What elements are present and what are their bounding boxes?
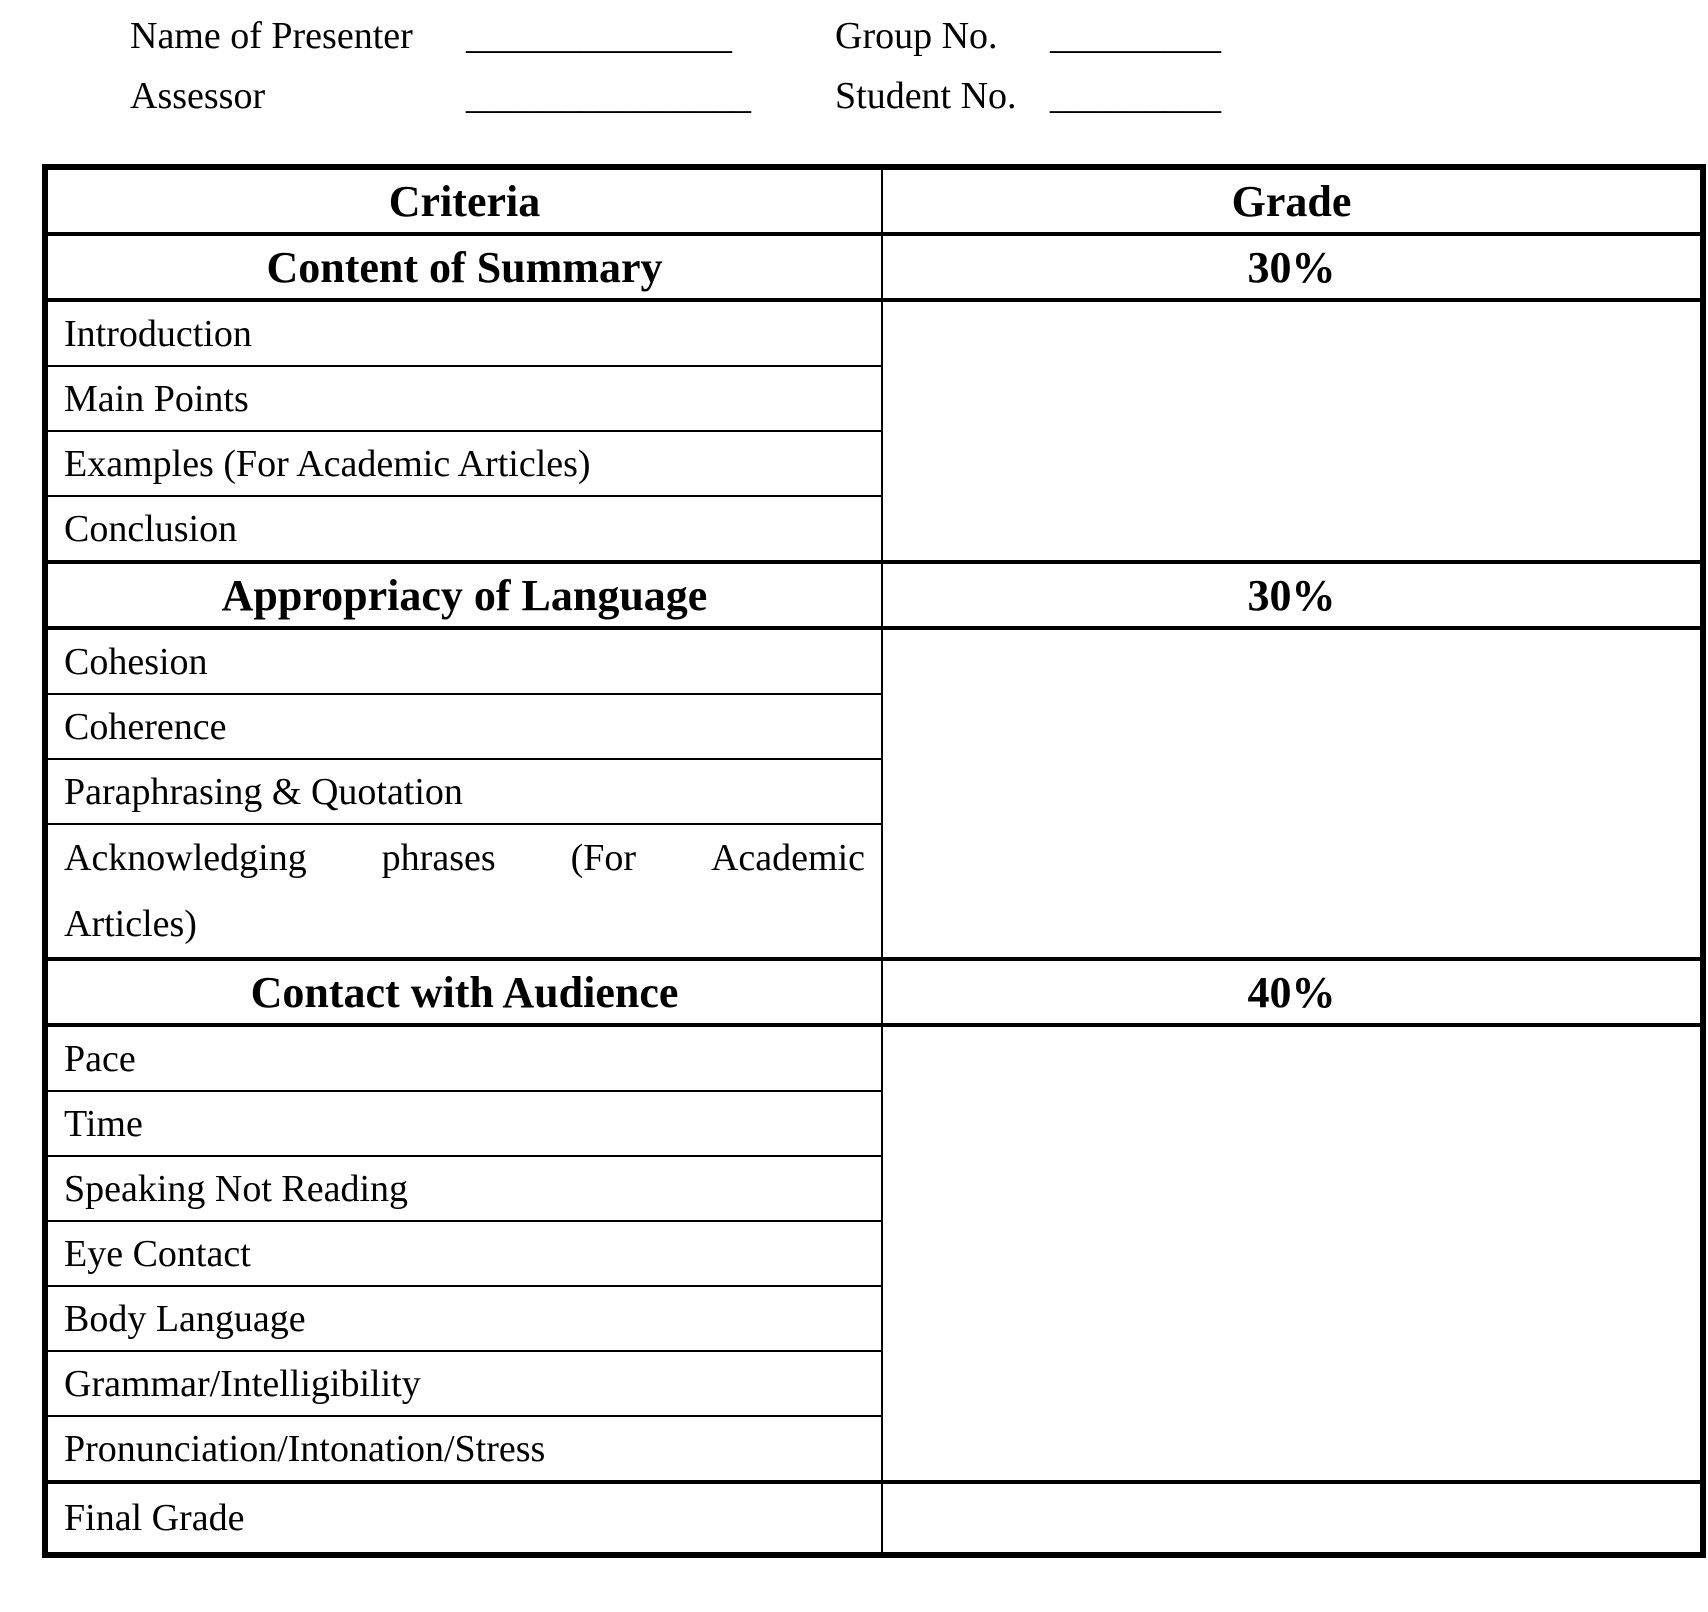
assessor-label: Assessor <box>130 75 266 117</box>
section-grade: 30% <box>882 562 1703 628</box>
item-label-word: (For <box>570 837 637 879</box>
item-label: Cohesion <box>45 628 882 694</box>
student-no-label: Student No. <box>835 75 1017 117</box>
grade-cell-empty <box>882 1025 1703 1482</box>
item-label-word: Acknowledging <box>64 837 307 879</box>
section-row <box>45 959 1703 1025</box>
column-header-criteria: Criteria <box>45 167 882 234</box>
item-row <box>45 300 1703 366</box>
assessor-blank: _______________ <box>466 75 751 117</box>
assessment-rubric-body <box>45 167 1703 1555</box>
section-title: Content of Summary <box>45 234 882 300</box>
item-label: Body Language <box>45 1286 882 1351</box>
final-grade-label: Final Grade <box>45 1482 882 1555</box>
item-label: Conclusion <box>45 496 882 562</box>
item-label: Examples (For Academic Articles) <box>45 431 882 496</box>
item-label: Grammar/Intelligibility <box>45 1351 882 1416</box>
section-row <box>45 234 1703 300</box>
name-of-presenter-label: Name of Presenter <box>130 15 413 57</box>
section-grade: 40% <box>882 959 1703 1025</box>
item-row <box>45 628 1703 694</box>
group-no-label: Group No. <box>835 15 998 57</box>
item-label: Time <box>45 1091 882 1156</box>
item-label-line <box>64 825 865 891</box>
column-header-grade: Grade <box>882 167 1703 234</box>
name-of-presenter-blank: ______________ <box>466 15 732 57</box>
final-grade-row <box>45 1482 1703 1555</box>
assessment-rubric-table <box>42 164 1706 1558</box>
section-row <box>45 562 1703 628</box>
student-no-blank: _________ <box>1050 75 1221 117</box>
item-label-line: Articles) <box>64 903 197 945</box>
final-grade-value <box>882 1482 1703 1555</box>
section-grade: 30% <box>882 234 1703 300</box>
item-label <box>45 824 882 959</box>
item-label: Eye Contact <box>45 1221 882 1286</box>
item-label: Pace <box>45 1025 882 1091</box>
form-header <box>0 0 1708 134</box>
section-title: Contact with Audience <box>45 959 882 1025</box>
grade-cell-empty <box>882 300 1703 562</box>
item-label-word: Academic <box>710 837 865 879</box>
group-no-blank: _________ <box>1050 15 1221 57</box>
item-label: Introduction <box>45 300 882 366</box>
item-label-word: phrases <box>381 837 496 879</box>
section-title: Appropriacy of Language <box>45 562 882 628</box>
form-line-assessor <box>130 74 1708 134</box>
table-header-row <box>45 167 1703 234</box>
item-label: Coherence <box>45 694 882 759</box>
item-label: Paraphrasing & Quotation <box>45 759 882 824</box>
grade-cell-empty <box>882 628 1703 959</box>
item-label: Main Points <box>45 366 882 431</box>
form-line-presenter <box>130 14 1708 74</box>
item-row <box>45 1025 1703 1091</box>
item-label: Speaking Not Reading <box>45 1156 882 1221</box>
item-label: Pronunciation/Intonation/Stress <box>45 1416 882 1482</box>
